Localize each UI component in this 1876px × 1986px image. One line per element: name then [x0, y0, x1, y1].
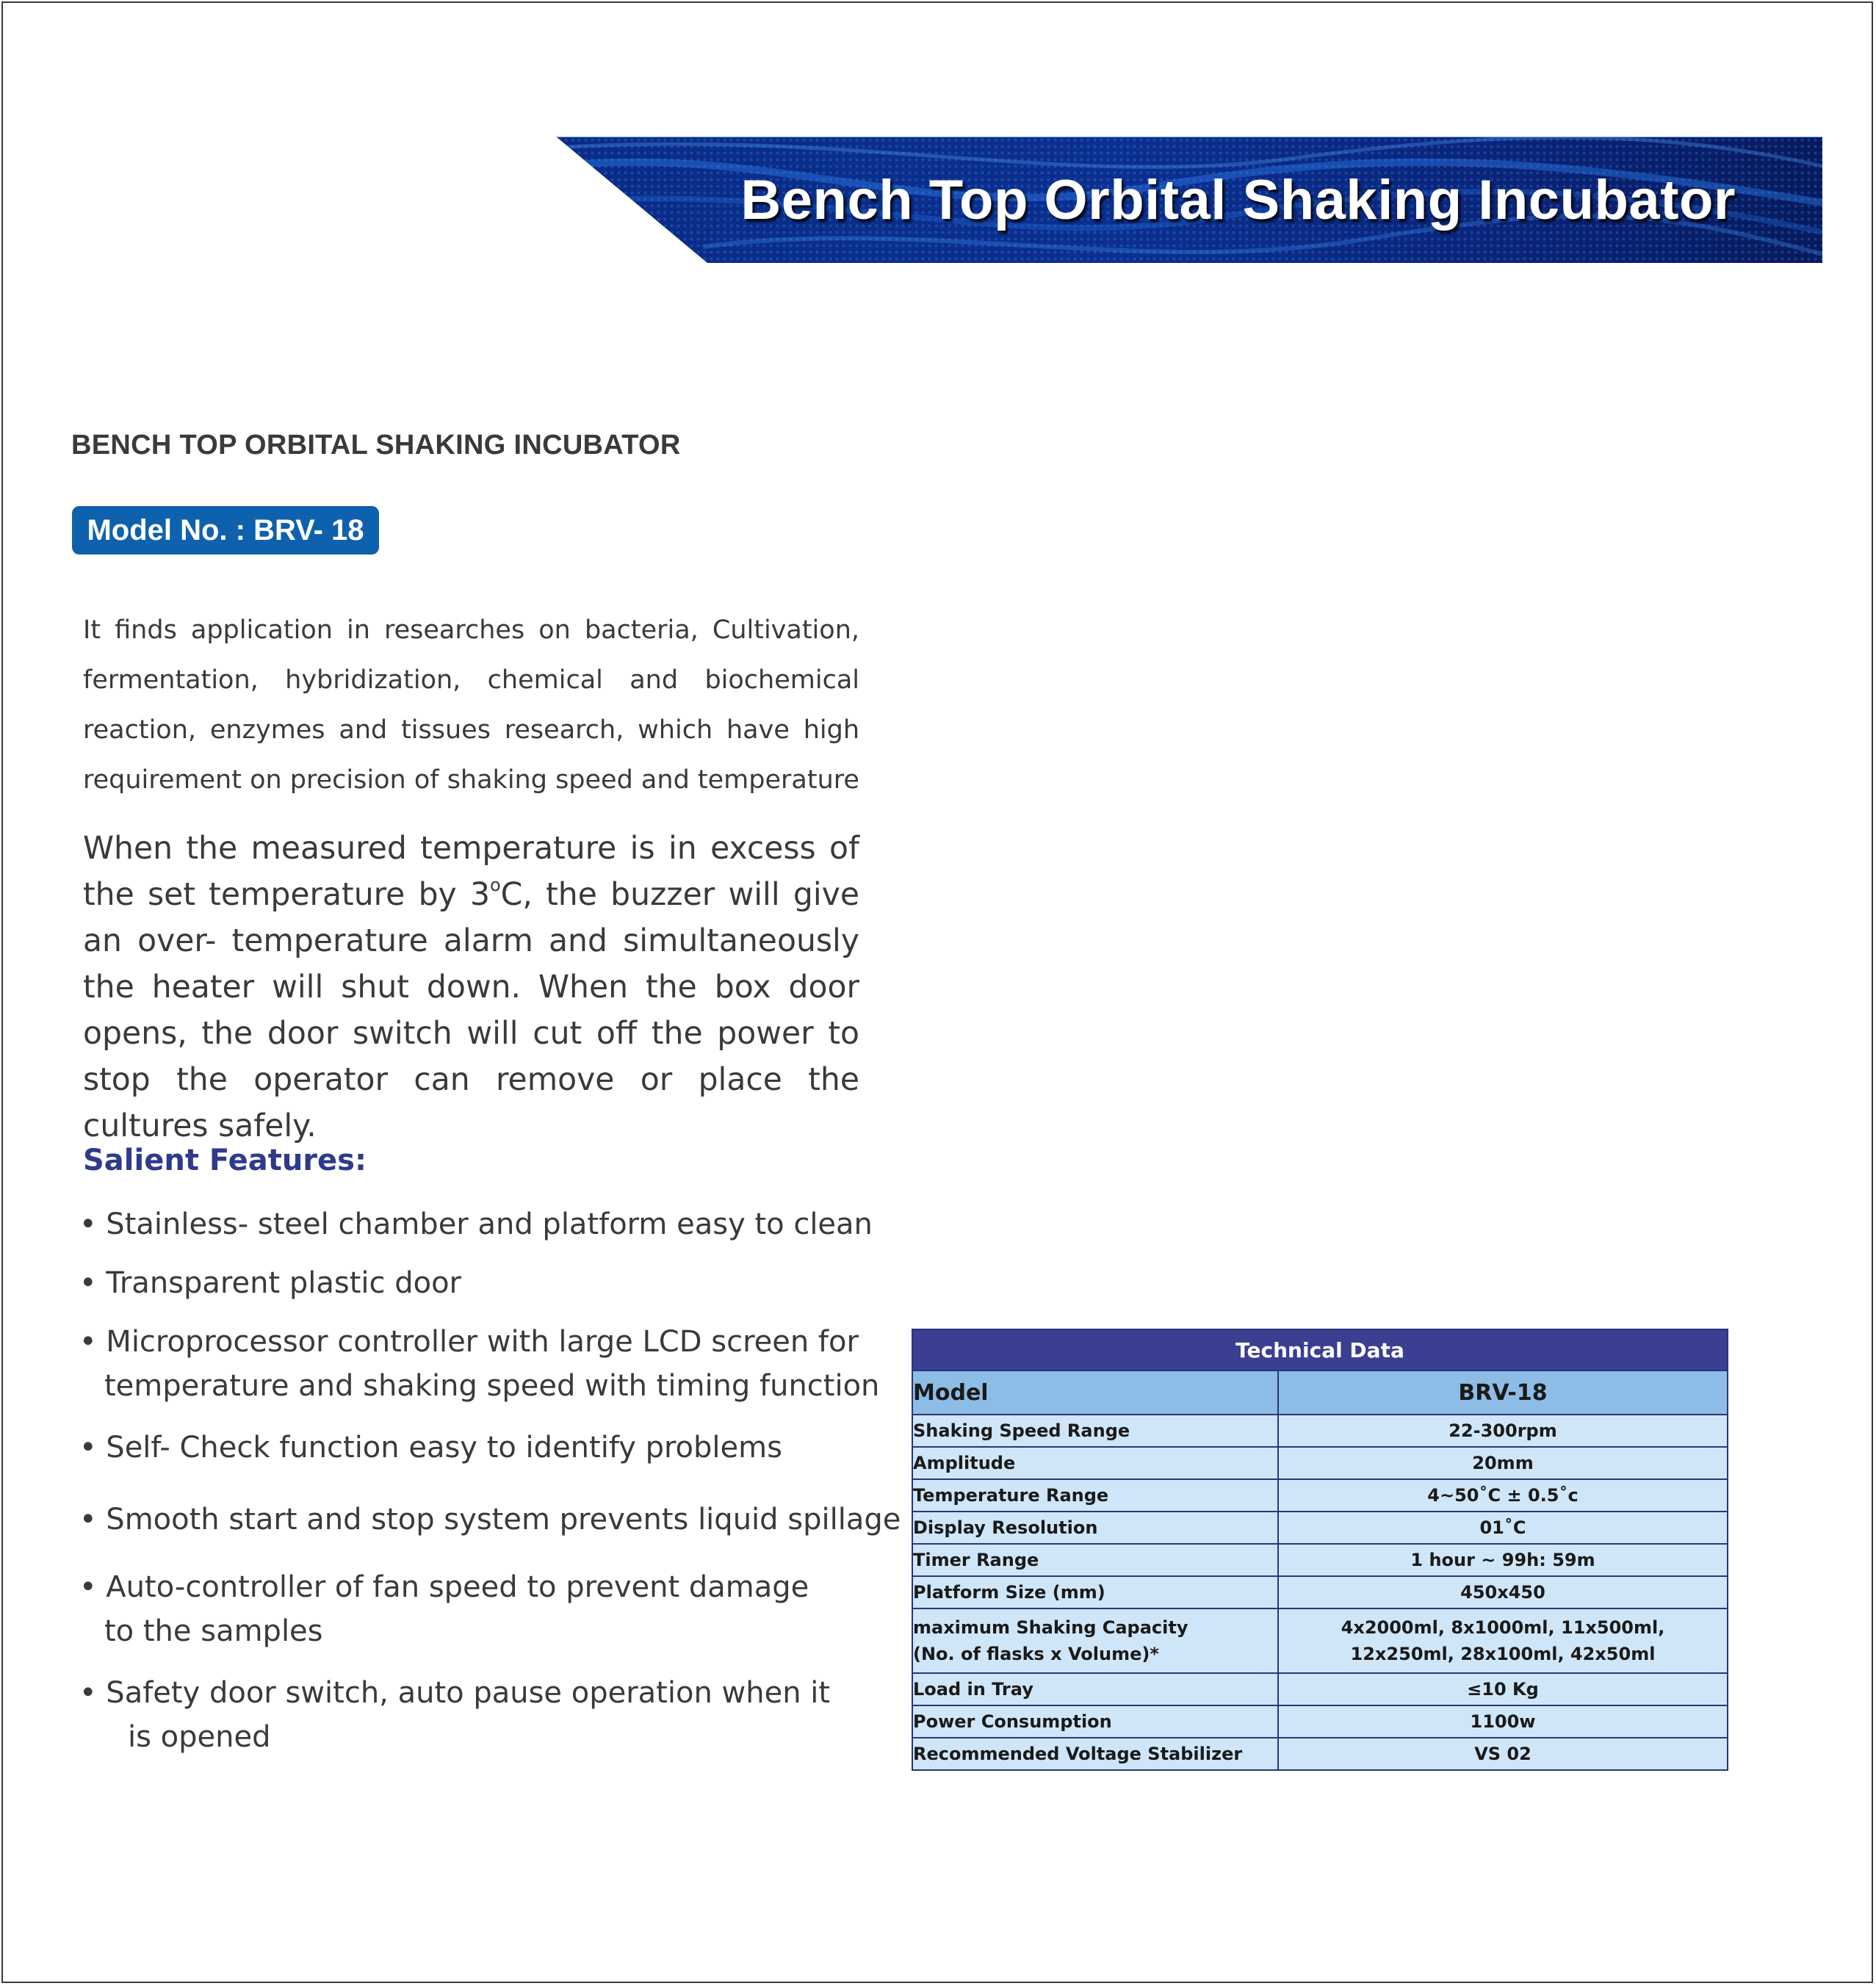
feature-text: • Smooth start and stop system prevents liquid spillage	[79, 1503, 901, 1537]
table-row	[912, 1479, 1728, 1512]
table-row	[912, 1544, 1728, 1576]
table-row	[912, 1673, 1728, 1705]
row-label: Platform Size (mm)	[912, 1576, 1278, 1608]
row-value: ≤10 Kg	[1278, 1673, 1728, 1705]
feature-text: • Self- Check function easy to identify problems	[79, 1431, 782, 1465]
column-header-model-number: BRV-18	[1278, 1371, 1728, 1415]
feature-text: • Transparent plastic door	[79, 1266, 461, 1300]
row-label: Timer Range	[912, 1544, 1278, 1576]
row-value: 22-300rpm	[1278, 1415, 1728, 1447]
table-row	[912, 1512, 1728, 1544]
feature-text: • Stainless- steel chamber and platform easy to clean	[79, 1207, 873, 1241]
technical-data-table	[912, 1329, 1728, 1771]
row-label: Power Consumption	[912, 1705, 1278, 1738]
feature-text: • Microprocessor controller with large LCD screen for	[79, 1325, 859, 1359]
table-row	[912, 1608, 1728, 1673]
row-label: Shaking Speed Range	[912, 1415, 1278, 1447]
feature-item	[79, 1320, 879, 1408]
row-label: Recommended Voltage Stabilizer	[912, 1738, 1278, 1770]
table-row	[912, 1738, 1728, 1770]
features-title: Salient Features:	[83, 1144, 367, 1177]
row-value: 4~50˚C ± 0.5˚c	[1278, 1479, 1728, 1512]
model-number-badge: Model No. : BRV- 18	[72, 506, 379, 555]
row-value-line2: 12x250ml, 28x100ml, 42x50ml	[1350, 1644, 1656, 1664]
safety-text-part2: C, the buzzer will give an over- temperature alarm and simultaneously the heater will shut down. When the box door opens, the door switch will cut off the power to stop the operator can remove or place the cultures safely.	[83, 877, 859, 1144]
row-label: Amplitude	[912, 1447, 1278, 1479]
feature-item	[79, 1671, 830, 1759]
row-value	[1278, 1608, 1728, 1673]
table-row	[912, 1447, 1728, 1479]
row-value: VS 02	[1278, 1738, 1728, 1770]
feature-item	[79, 1498, 901, 1542]
feature-item	[79, 1565, 809, 1653]
table-header-row	[912, 1371, 1728, 1415]
table-row	[912, 1576, 1728, 1608]
degree-superscript: o	[489, 875, 501, 895]
technical-data-caption: Technical Data	[912, 1329, 1728, 1371]
row-value: 1 hour ~ 99h: 59m	[1278, 1544, 1728, 1576]
feature-item	[79, 1426, 782, 1470]
table-row	[912, 1415, 1728, 1447]
feature-item	[79, 1261, 461, 1305]
row-value-line1: 4x2000ml, 8x1000ml, 11x500ml,	[1341, 1617, 1665, 1638]
row-label-line2: (No. of flasks x Volume)*	[913, 1644, 1159, 1664]
feature-text-continued: is opened	[128, 1720, 271, 1754]
feature-text: • Auto-controller of fan speed to prevent damage	[79, 1570, 809, 1604]
feature-text-continued: to the samples	[104, 1614, 323, 1648]
row-label: Load in Tray	[912, 1673, 1278, 1705]
row-label-line1: maximum Shaking Capacity	[913, 1617, 1188, 1638]
row-value: 450x450	[1278, 1576, 1728, 1608]
column-header-model: Model	[912, 1371, 1278, 1415]
feature-text-continued: temperature and shaking speed with timing function	[104, 1369, 880, 1403]
banner-title: Bench Top Orbital Shaking Incubator	[740, 168, 1736, 231]
title-banner	[556, 137, 1822, 263]
row-value: 01˚C	[1278, 1512, 1728, 1544]
safety-text-part1: When the measured temperature is in excess of the set temperature by 3	[83, 831, 859, 913]
product-heading: BENCH TOP ORBITAL SHAKING INCUBATOR	[71, 430, 681, 461]
safety-paragraph	[83, 826, 859, 1149]
row-label	[912, 1608, 1278, 1673]
intro-paragraph: It finds application in researches on bacteria, Cultivation, fermentation, hybridization, chemical and biochemical reaction, enzymes and tissues research, which have high requirement on precision of shaking speed and temperature	[83, 615, 859, 795]
row-value: 1100w	[1278, 1705, 1728, 1738]
row-label: Temperature Range	[912, 1479, 1278, 1512]
feature-text: • Safety door switch, auto pause operation when it	[79, 1676, 831, 1710]
row-value: 20mm	[1278, 1447, 1728, 1479]
feature-item	[79, 1202, 873, 1246]
row-label: Display Resolution	[912, 1512, 1278, 1544]
table-row	[912, 1705, 1728, 1738]
